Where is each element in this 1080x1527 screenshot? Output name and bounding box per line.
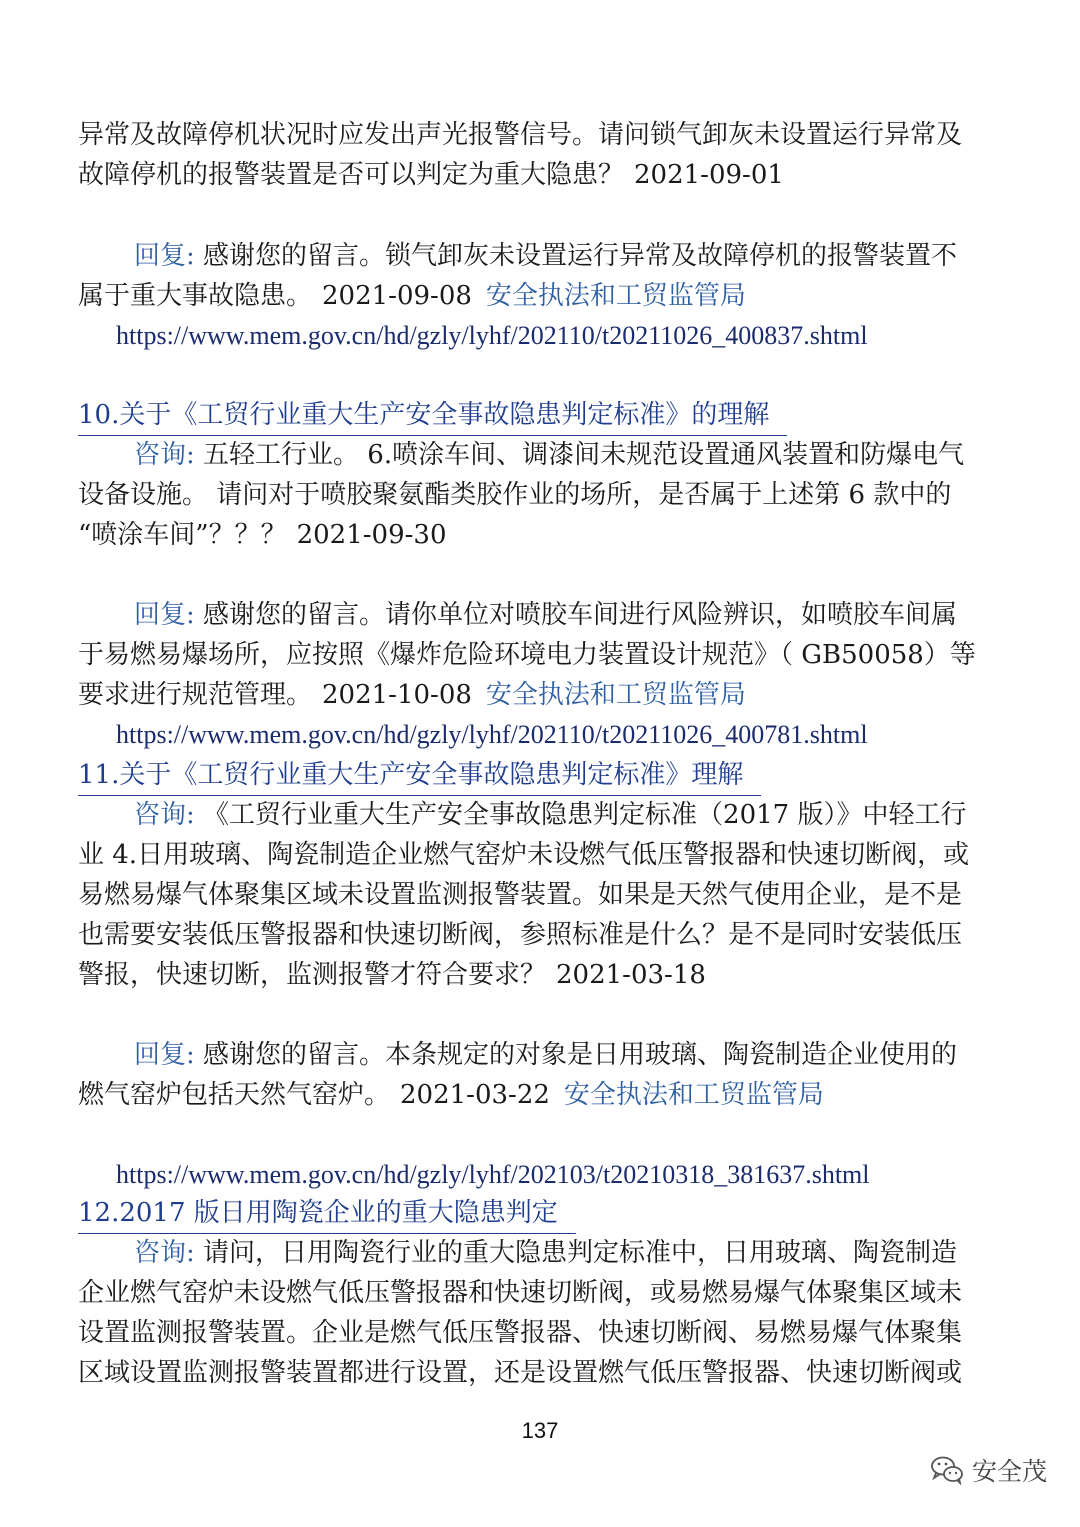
entry9-reply-text-1: 感谢您的留言。锁气卸灰未设置运行异常及故障停机的报警装置不 [203,241,958,271]
entry11-reply-date: 2021-03-22 [400,1080,550,1110]
entry10-reply [78,595,1003,715]
entry10-reply-text-1: 感谢您的留言。请你单位对喷胶车间进行风险辨识，如喷胶车间属 [203,600,958,630]
entry11-reply-text-2: 燃气窑炉包括天然气窑炉。 [78,1080,391,1110]
entry10-reply-text-3: 要求进行规范管理。 [78,680,313,710]
intro-line-1: 异常及故障停机状况时应发出声光报警信号。请问锁气卸灰未设置运行异常及 [78,120,963,150]
intro-line-2 [78,155,1003,195]
entry11-consult-line-5 [78,955,1003,995]
reply-tag: 回复: [134,241,195,271]
entry12-consult-text-1: 请问，日用陶瓷行业的重大隐患判定标准中，日用玻璃、陶瓷制造 [203,1238,958,1268]
page-number: 137 [521,1418,559,1443]
intro-date: 2021-09-01 [634,160,784,190]
entry12-consult-line-4: 区域设置监测报警装置都进行设置，还是设置燃气低压警报器、快速切断阀或 [78,1358,963,1388]
entry11-reply [78,1035,1003,1115]
entry9-source-link[interactable]: https://www.mem.gov.cn/hd/gzly/lyhf/202110/t20211026_400837.shtml [116,321,868,350]
entry11-heading-link[interactable]: 11.关于《工贸行业重大生产安全事故隐患判定标准》理解 [78,755,761,796]
entry10-consult-text-1: 五轻工行业。 6.喷涂车间、调漆间未规范设置通风装置和防爆电气 [203,440,965,470]
entry12-heading-link[interactable]: 12.2017 版日用陶瓷企业的重大隐患判定 [78,1193,576,1234]
entry10-consult-line-2: 设备设施。 请问对于喷胶聚氨酯类胶作业的场所，是否属于上述第 6 款中的 [78,480,952,510]
entry12-consult-line-2: 企业燃气窑炉未设燃气低压警报器和快速切断阀，或易燃易爆气体聚集区域未 [78,1278,963,1308]
wechat-icon [930,1455,964,1485]
entry9-reply-line-1 [78,236,1003,276]
intro-line-2-text: 故障停机的报警装置是否可以判定为重大隐患？ [78,160,625,190]
entry11-consult-line-1 [78,795,1003,835]
watermark-text: 安全茂 [972,1457,1048,1486]
entry9-reply [78,236,1003,316]
consult-tag: 咨询: [134,800,195,830]
watermark [930,1452,1047,1488]
entry10-consult-date: 2021-09-30 [296,520,447,550]
entry10-reply-line-3 [78,675,1003,715]
consult-tag: 咨询: [134,440,195,470]
entry11-consult-line-3: 易燃易爆气体聚集区域未设置监测报警装置。如果是天然气使用企业，是不是 [78,880,963,910]
entry11-consult-text-1: 《工贸行业重大生产安全事故隐患判定标准（2017 版）》中轻工行 [203,800,967,830]
entry10-reply-line-1 [78,595,1003,635]
entry11-reply-line-1 [78,1035,1003,1075]
entry10-consult-line-3 [78,515,1003,555]
entry10-reply-line-2: 于易燃易爆场所，应按照《爆炸危险环境电力装置设计规范》（ GB50058）等 [78,640,976,670]
entry9-reply-text-2: 属于重大事故隐患。 [78,281,313,311]
entry9-reply-dept: 安全执法和工贸监管局 [485,281,746,311]
intro-paragraph [78,115,1003,195]
reply-tag: 回复: [134,1040,195,1070]
consult-tag: 咨询: [134,1238,195,1268]
entry10-consult [78,435,1003,555]
entry11-consult-line-2: 业 4.日用玻璃、陶瓷制造企业燃气窑炉未设燃气低压警报器和快速切断阀，或 [78,840,970,870]
entry11-consult [78,795,1003,995]
entry10-reply-dept: 安全执法和工贸监管局 [485,680,746,710]
entry11-reply-dept: 安全执法和工贸监管局 [563,1080,824,1110]
entry12-consult [78,1233,1003,1393]
entry10-reply-date: 2021-10-08 [322,680,472,710]
entry9-reply-date: 2021-09-08 [322,281,472,311]
entry11-consult-line-4: 也需要安装低压警报器和快速切断阀，参照标准是什么？是不是同时安装低压 [78,920,963,950]
entry12-consult-line-1 [78,1233,1003,1273]
entry10-source-link[interactable]: https://www.mem.gov.cn/hd/gzly/lyhf/202110/t20211026_400781.shtml [116,720,868,749]
entry10-consult-text-3: “喷涂车间”？？？ [78,520,287,550]
entry11-consult-text-5: 警报，快速切断，监测报警才符合要求？ [78,960,547,990]
entry10-heading-link[interactable]: 10.关于《工贸行业重大生产安全事故隐患判定标准》的理解 [78,395,787,436]
entry11-consult-date: 2021-03-18 [556,960,706,990]
entry11-reply-line-2 [78,1075,1003,1115]
entry11-source-link[interactable]: https://www.mem.gov.cn/hd/gzly/lyhf/202103/t20210318_381637.shtml [116,1160,870,1189]
entry10-consult-line-1 [78,435,1003,475]
entry9-reply-line-2 [78,276,1003,316]
entry12-consult-line-3: 设置监测报警装置。企业是燃气低压警报器、快速切断阀、易燃易爆气体聚集 [78,1318,963,1348]
entry11-reply-text-1: 感谢您的留言。本条规定的对象是日用玻璃、陶瓷制造企业使用的 [203,1040,958,1070]
reply-tag: 回复: [134,600,195,630]
